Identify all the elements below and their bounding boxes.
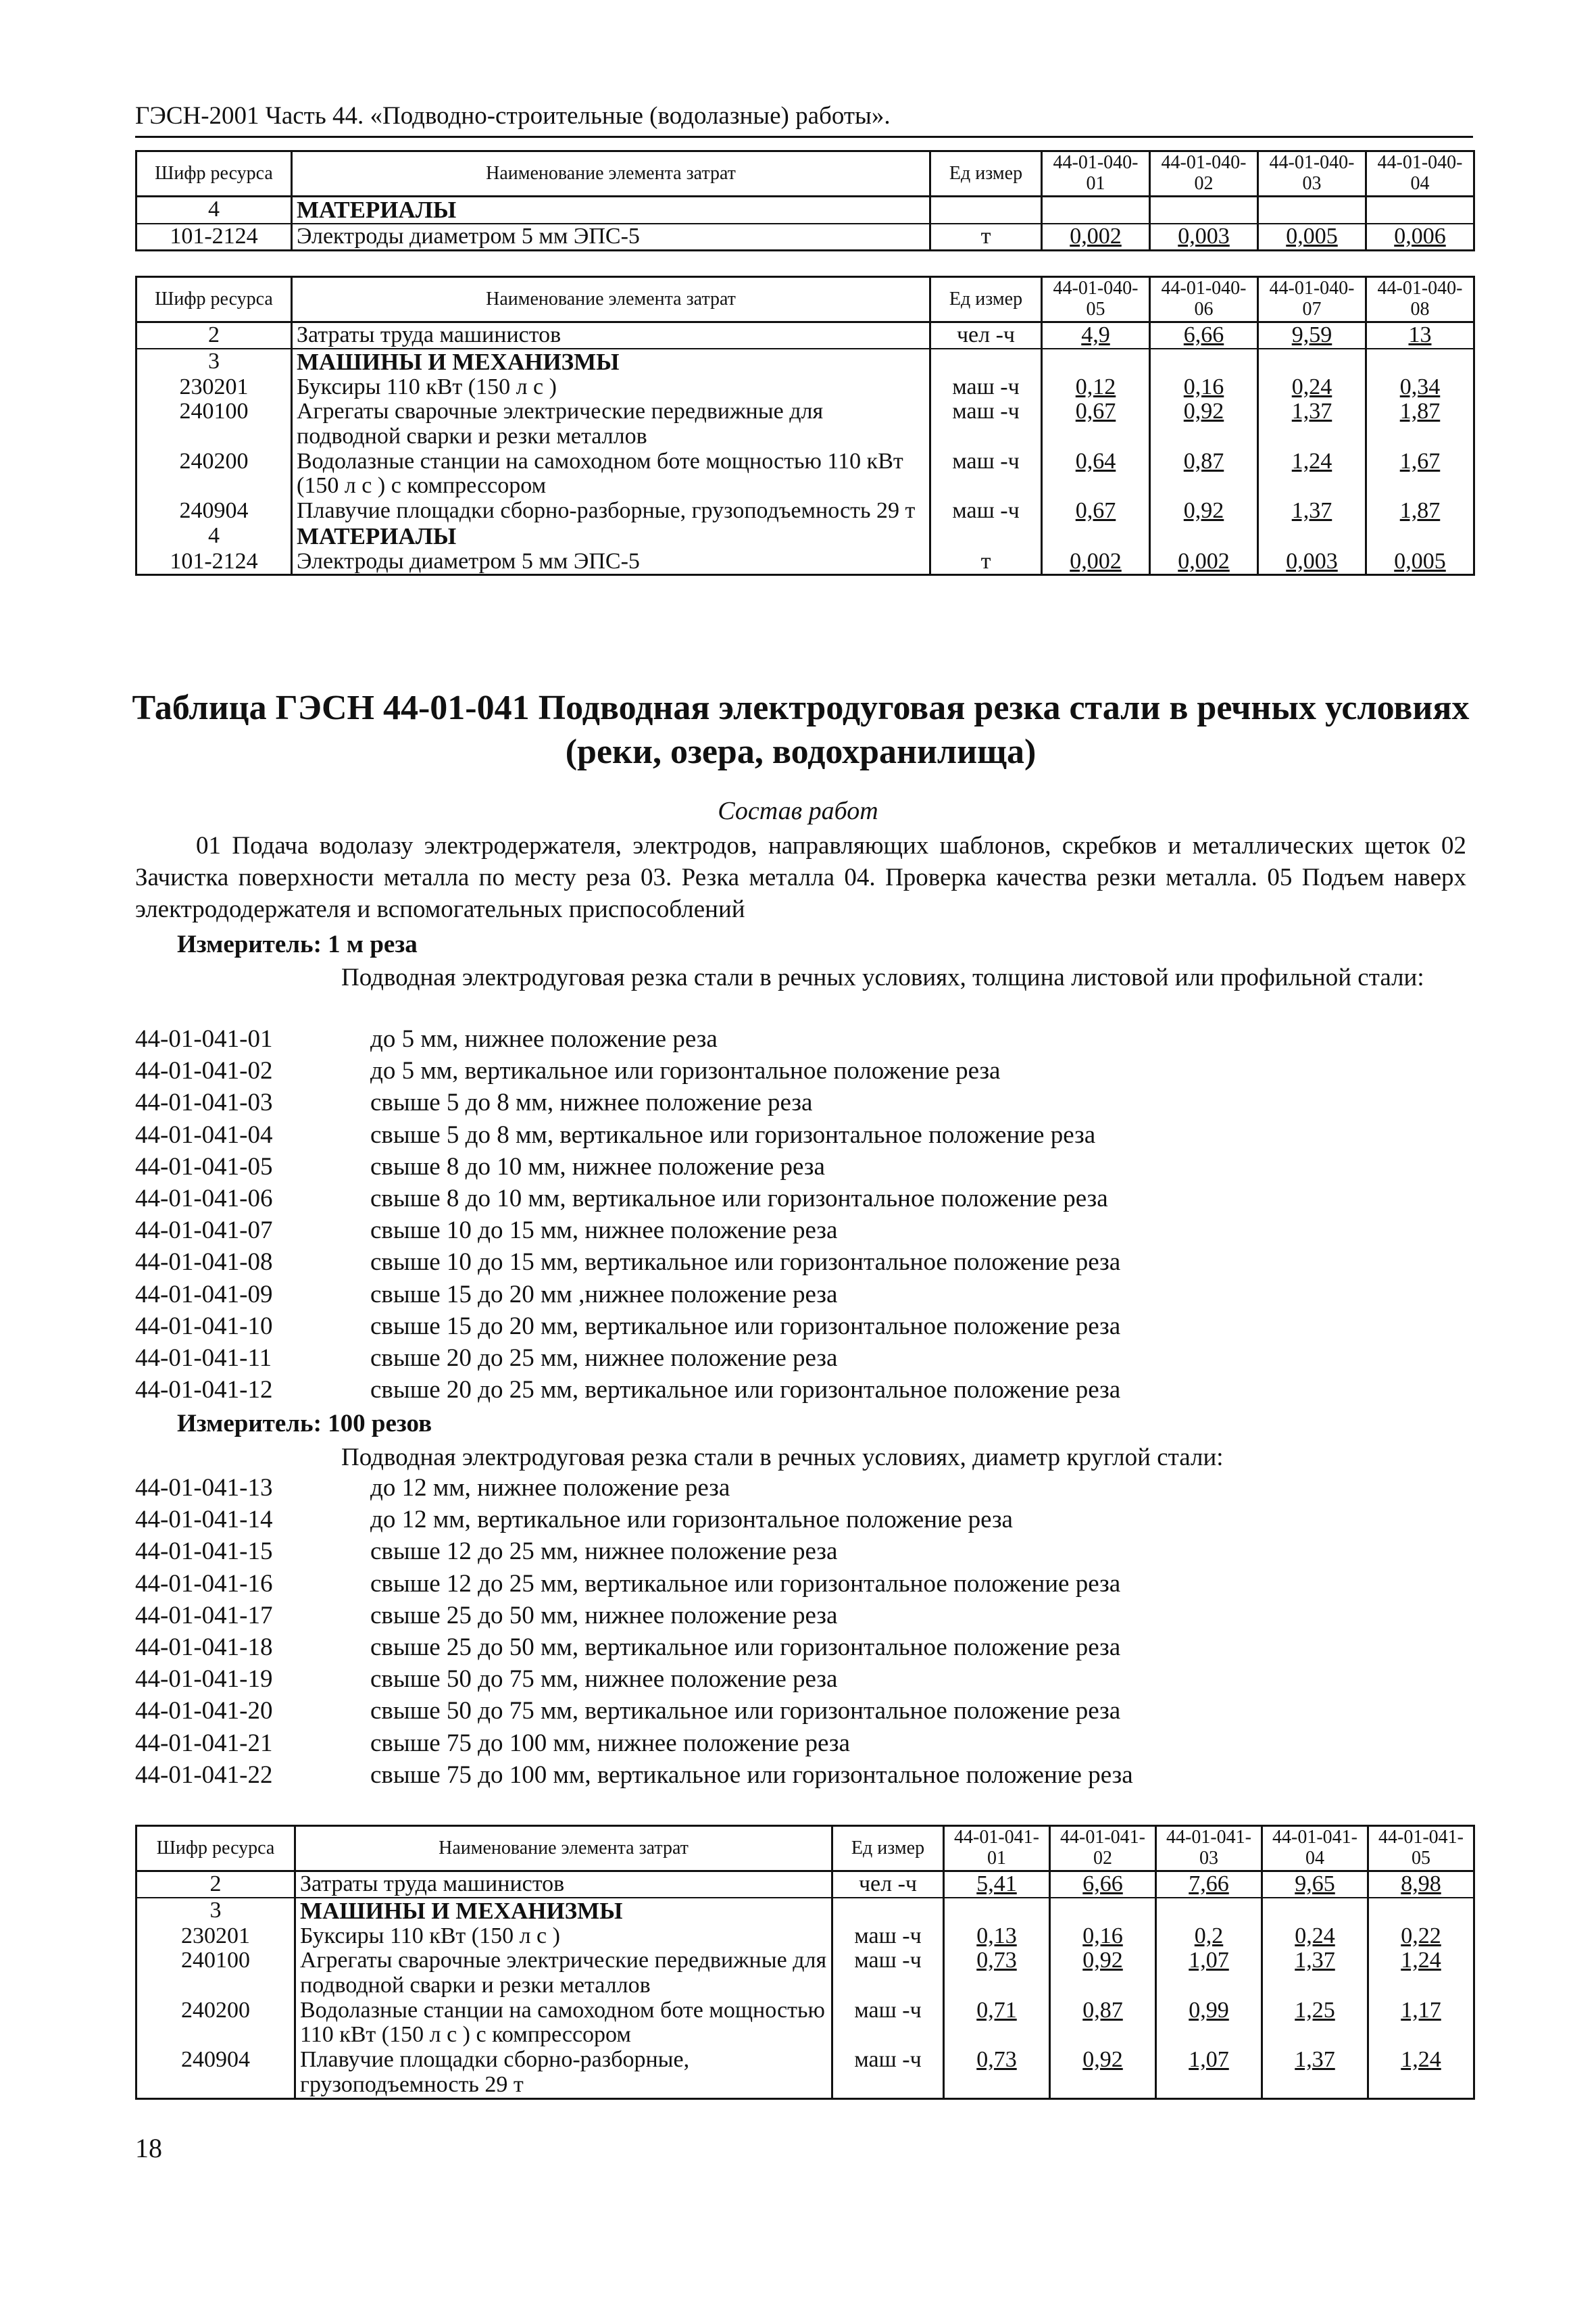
norm-value: 0,73 [944, 2048, 1050, 2098]
resource-code: 101-2124 [136, 224, 292, 250]
norm-value [1262, 1898, 1368, 1924]
norm-value: 5,41 [944, 1871, 1050, 1898]
resource-name: Затраты труда машинистов [295, 1871, 832, 1898]
item-description: свыше 15 до 20 мм ,нижнее положение реза [370, 1280, 838, 1308]
unit: маш -ч [930, 449, 1042, 499]
item-code: 44-01-041-19 [135, 1665, 273, 1694]
item-code: 44-01-041-17 [135, 1601, 273, 1629]
table-row [136, 375, 1474, 400]
col-header-code: Шифр ресурса [136, 1826, 295, 1871]
unit: т [930, 224, 1042, 250]
resource-code: 4 [136, 197, 292, 224]
norm-value: 6,66 [1050, 1871, 1156, 1898]
norm-value [944, 1898, 1050, 1924]
norm-value: 4,9 [1042, 322, 1150, 349]
norm-value: 1,25 [1262, 1998, 1368, 2048]
meter-1 [177, 930, 418, 959]
item-description: до 5 мм, вертикальное или горизонтальное положение реза [370, 1057, 1001, 1085]
unit: маш -ч [832, 1948, 944, 1998]
item-code: 44-01-041-10 [135, 1312, 273, 1340]
table-row [136, 449, 1474, 499]
resource-name: Водолазные станции на самоходном боте мощностью 110 кВт (150 л с ) с компрессором [295, 1998, 832, 2048]
item-description: свыше 8 до 10 мм, вертикальное или горизонтальное положение реза [370, 1185, 1108, 1212]
table-row [136, 1998, 1474, 2048]
item-description: свыше 10 до 15 мм, нижнее положение реза [370, 1216, 838, 1245]
item-code: 44-01-041-03 [135, 1089, 273, 1117]
item-code: 44-01-041-18 [135, 1633, 273, 1661]
resource-code: 230201 [136, 375, 292, 400]
norm-value: 0,99 [1156, 1998, 1262, 2048]
group1-intro: Подводная электродуговая резка стали в речных условиях, толщина листовой или профильной стали: [341, 964, 1424, 991]
table-row [136, 499, 1474, 524]
resource-name: Буксиры 110 кВт (150 л с ) [292, 375, 930, 400]
col-header-norm: 44-01-041-01 [944, 1826, 1050, 1871]
norm-value: 0,2 [1156, 1924, 1262, 1949]
item-description: свыше 5 до 8 мм, нижнее положение реза [370, 1089, 813, 1117]
norm-value: 9,59 [1258, 322, 1366, 349]
col-header-norm: 44-01-041-05 [1368, 1826, 1474, 1871]
col-header-norm: 44-01-040-02 [1150, 151, 1258, 197]
item-code: 44-01-041-08 [135, 1248, 273, 1277]
norm-value [1042, 197, 1150, 224]
norm-value: 1,24 [1368, 1948, 1474, 1998]
item-description: свыше 20 до 25 мм, нижнее положение реза [370, 1344, 838, 1372]
norm-value: 0,003 [1150, 224, 1258, 250]
meter-value: 100 резов [328, 1410, 432, 1437]
resource-name: Электроды диаметром 5 мм ЭПС-5 [292, 549, 930, 575]
item-description: свыше 75 до 100 мм, нижнее положение реза [370, 1729, 850, 1757]
norm-value: 0,64 [1042, 449, 1150, 499]
section-title: МАТЕРИАЛЫ [292, 197, 930, 224]
norm-value: 6,66 [1150, 322, 1258, 349]
meter-label: Измеритель: [177, 931, 322, 958]
norm-value: 0,002 [1150, 549, 1258, 575]
norm-value: 0,005 [1258, 224, 1366, 250]
col-header-unit: Ед измер [930, 151, 1042, 197]
unit [832, 1898, 944, 1924]
col-header-name: Наименование элемента затрат [292, 151, 930, 197]
unit: маш -ч [930, 375, 1042, 400]
col-header-norm: 44-01-041-02 [1050, 1826, 1156, 1871]
item-description: до 12 мм, нижнее положение реза [370, 1474, 730, 1502]
col-header-norm: 44-01-040-06 [1150, 277, 1258, 322]
item-description: свыше 5 до 8 мм, вертикальное или горизонтальное положение реза [370, 1121, 1096, 1149]
item-code: 44-01-041-15 [135, 1537, 273, 1566]
section-title: МАШИНЫ И МЕХАНИЗМЫ [292, 349, 930, 375]
item-code: 44-01-041-05 [135, 1152, 273, 1181]
norm-value: 1,87 [1366, 499, 1474, 524]
norm-value [1042, 524, 1150, 549]
item-description: свыше 50 до 75 мм, вертикальное или горизонтальное положение реза [370, 1697, 1121, 1725]
norm-value: 1,24 [1258, 449, 1366, 499]
col-header-name: Наименование элемента затрат [295, 1826, 832, 1871]
resource-code: 230201 [136, 1924, 295, 1949]
resource-table-2 [135, 276, 1475, 576]
resource-code: 4 [136, 524, 292, 549]
section-row [136, 1898, 1474, 1924]
norm-value: 0,16 [1050, 1924, 1156, 1949]
norm-value [1050, 1898, 1156, 1924]
resource-code: 2 [136, 1871, 295, 1898]
resource-name: Агрегаты сварочные электрические передвижные для подводной сварки и резки металлов [295, 1948, 832, 1998]
item-description: свыше 50 до 75 мм, нижнее положение реза [370, 1665, 838, 1694]
norm-value: 1,67 [1366, 449, 1474, 499]
item-code: 44-01-041-04 [135, 1121, 273, 1149]
norm-value [1258, 197, 1366, 224]
item-code: 44-01-041-13 [135, 1474, 273, 1502]
unit: маш -ч [832, 2048, 944, 2098]
norm-value: 1,37 [1262, 2048, 1368, 2098]
item-description: свыше 15 до 20 мм, вертикальное или горизонтальное положение реза [370, 1312, 1121, 1340]
table-title: Таблица ГЭСН 44-01-041 Подводная электродуговая резка стали в речных условиях (реки, озера, водохранилища) [132, 689, 1470, 771]
col-header-norm: 44-01-040-03 [1258, 151, 1366, 197]
item-code: 44-01-041-16 [135, 1569, 273, 1598]
resource-name: Плавучие площадки сборно-разборные, грузоподъемность 29 т [295, 2048, 832, 2098]
col-header-norm: 44-01-040-01 [1042, 151, 1150, 197]
table-row [136, 1948, 1474, 1998]
norm-value: 0,87 [1150, 449, 1258, 499]
unit [930, 524, 1042, 549]
norm-value: 0,71 [944, 1998, 1050, 2048]
item-code: 44-01-041-20 [135, 1697, 273, 1725]
norm-value [1366, 197, 1474, 224]
item-description: до 5 мм, нижнее положение реза [370, 1025, 718, 1053]
norm-value: 0,67 [1042, 399, 1150, 449]
col-header-unit: Ед измер [930, 277, 1042, 322]
norm-value [1150, 524, 1258, 549]
norm-value: 0,73 [944, 1948, 1050, 1998]
norm-value: 1,87 [1366, 399, 1474, 449]
section-title: МАШИНЫ И МЕХАНИЗМЫ [295, 1898, 832, 1924]
norm-value: 1,17 [1368, 1998, 1474, 2048]
item-code: 44-01-041-11 [135, 1344, 272, 1372]
resource-table-1 [135, 150, 1475, 251]
meter-value: 1 м реза [328, 931, 418, 958]
item-description: свыше 12 до 25 мм, вертикальное или горизонтальное положение реза [370, 1569, 1121, 1598]
resource-name: Электроды диаметром 5 мм ЭПС-5 [292, 224, 930, 250]
resource-code: 101-2124 [136, 549, 292, 575]
norm-value: 1,37 [1262, 1948, 1368, 1998]
col-header-norm: 44-01-041-04 [1262, 1826, 1368, 1871]
norm-value: 0,006 [1366, 224, 1474, 250]
norm-value: 8,98 [1368, 1871, 1474, 1898]
col-header-norm: 44-01-040-07 [1258, 277, 1366, 322]
norm-value: 0,12 [1042, 375, 1150, 400]
norm-value: 0,92 [1150, 499, 1258, 524]
col-header-unit: Ед измер [832, 1826, 944, 1871]
resource-name: Затраты труда машинистов [292, 322, 930, 349]
section-row [136, 349, 1474, 375]
resource-code: 240100 [136, 399, 292, 449]
norm-value [1368, 1898, 1474, 1924]
resource-name: Буксиры 110 кВт (150 л с ) [295, 1924, 832, 1949]
norm-value: 7,66 [1156, 1871, 1262, 1898]
norm-value: 0,22 [1368, 1924, 1474, 1949]
group2-intro: Подводная электродуговая резка стали в речных условиях, диаметр круглой стали: [341, 1444, 1224, 1471]
resource-code: 240200 [136, 1998, 295, 2048]
table-row [136, 549, 1474, 575]
unit: т [930, 549, 1042, 575]
norm-value: 1,37 [1258, 399, 1366, 449]
meter-2 [177, 1409, 432, 1438]
norm-value [1258, 524, 1366, 549]
item-code: 44-01-041-14 [135, 1506, 273, 1534]
item-code: 44-01-041-07 [135, 1216, 273, 1245]
unit: маш -ч [930, 499, 1042, 524]
resource-name: Агрегаты сварочные электрические передвижные для подводной сварки и резки металлов [292, 399, 930, 449]
item-code: 44-01-041-21 [135, 1729, 273, 1757]
norm-value: 0,13 [944, 1924, 1050, 1949]
composition-text: 01 Подача водолазу электродержателя, электродов, направляющих шаблонов, скребков и металлических щеток 02 Зачистка поверхности металла по месту реза 03. Резка металла 04. Проверка качества резки металла. 05 Подъем наверх электрододержателя и вспомогательных приспособлений [135, 832, 1466, 923]
col-header-norm: 44-01-041-03 [1156, 1826, 1262, 1871]
section-row [136, 524, 1474, 549]
unit: чел -ч [930, 322, 1042, 349]
col-header-norm: 44-01-040-05 [1042, 277, 1150, 322]
composition-heading: Состав работ [718, 797, 878, 825]
item-description: свыше 8 до 10 мм, нижнее положение реза [370, 1152, 825, 1181]
unit [930, 349, 1042, 375]
norm-value: 0,92 [1050, 2048, 1156, 2098]
meter-label: Измеритель: [177, 1410, 322, 1437]
unit [930, 197, 1042, 224]
resource-table-3 [135, 1825, 1475, 2100]
item-description: свыше 25 до 50 мм, нижнее положение реза [370, 1601, 838, 1629]
item-code: 44-01-041-02 [135, 1057, 273, 1085]
page-header: ГЭСН-2001 Часть 44. «Подводно-строительные (водолазные) работы». [135, 101, 1473, 138]
page-number: 18 [135, 2133, 162, 2163]
table-row [136, 1871, 1474, 1898]
item-code: 44-01-041-09 [135, 1280, 273, 1308]
norm-value [1366, 524, 1474, 549]
table-header-row [136, 151, 1474, 197]
norm-value: 0,34 [1366, 375, 1474, 400]
item-description: свыше 20 до 25 мм, вертикальное или горизонтальное положение реза [370, 1376, 1121, 1404]
resource-code: 3 [136, 1898, 295, 1924]
norm-value: 0,87 [1050, 1998, 1156, 2048]
resource-code: 240904 [136, 499, 292, 524]
norm-value: 0,92 [1150, 399, 1258, 449]
unit: маш -ч [832, 1998, 944, 2048]
col-header-name: Наименование элемента затрат [292, 277, 930, 322]
table-header-row [136, 277, 1474, 322]
norm-value: 0,24 [1262, 1924, 1368, 1949]
table-header-row [136, 1826, 1474, 1871]
col-header-norm: 44-01-040-08 [1366, 277, 1474, 322]
norm-value [1042, 349, 1150, 375]
norm-value: 13 [1366, 322, 1474, 349]
norm-value [1150, 197, 1258, 224]
unit: чел -ч [832, 1871, 944, 1898]
resource-code: 3 [136, 349, 292, 375]
norm-value: 0,92 [1050, 1948, 1156, 1998]
table-row [136, 399, 1474, 449]
item-description: свыше 10 до 15 мм, вертикальное или горизонтальное положение реза [370, 1248, 1121, 1277]
col-header-code: Шифр ресурса [136, 151, 292, 197]
item-description: свыше 25 до 50 мм, вертикальное или горизонтальное положение реза [370, 1633, 1121, 1661]
resource-name: Водолазные станции на самоходном боте мощностью 110 кВт (150 л с ) с компрессором [292, 449, 930, 499]
unit: маш -ч [832, 1924, 944, 1949]
table-row [136, 224, 1474, 250]
norm-value: 0,005 [1366, 549, 1474, 575]
item-description: свыше 75 до 100 мм, вертикальное или горизонтальное положение реза [370, 1761, 1133, 1789]
norm-value: 1,37 [1258, 499, 1366, 524]
norm-value: 0,16 [1150, 375, 1258, 400]
norm-value: 0,67 [1042, 499, 1150, 524]
norm-value [1156, 1898, 1262, 1924]
unit: маш -ч [930, 399, 1042, 449]
norm-value: 1,07 [1156, 2048, 1262, 2098]
table-row [136, 2048, 1474, 2098]
section-row [136, 197, 1474, 224]
section-title: МАТЕРИАЛЫ [292, 524, 930, 549]
item-code: 44-01-041-12 [135, 1376, 273, 1404]
norm-value: 9,65 [1262, 1871, 1368, 1898]
norm-value: 0,24 [1258, 375, 1366, 400]
norm-value: 1,07 [1156, 1948, 1262, 1998]
norm-value: 1,24 [1368, 2048, 1474, 2098]
resource-code: 240200 [136, 449, 292, 499]
resource-name: Плавучие площадки сборно-разборные, грузоподъемность 29 т [292, 499, 930, 524]
resource-code: 240904 [136, 2048, 295, 2098]
item-description: до 12 мм, вертикальное или горизонтальное положение реза [370, 1506, 1013, 1534]
norm-value: 0,003 [1258, 549, 1366, 575]
item-code: 44-01-041-01 [135, 1025, 273, 1053]
item-description: свыше 12 до 25 мм, нижнее положение реза [370, 1537, 838, 1566]
item-code: 44-01-041-06 [135, 1185, 273, 1212]
norm-value [1366, 349, 1474, 375]
norm-value: 0,002 [1042, 549, 1150, 575]
norm-value: 0,002 [1042, 224, 1150, 250]
col-header-norm: 44-01-040-04 [1366, 151, 1474, 197]
resource-code: 240100 [136, 1948, 295, 1998]
item-code: 44-01-041-22 [135, 1761, 273, 1789]
col-header-code: Шифр ресурса [136, 277, 292, 322]
norm-value [1150, 349, 1258, 375]
table-row [136, 322, 1474, 349]
table-row [136, 1924, 1474, 1949]
resource-code: 2 [136, 322, 292, 349]
norm-value [1258, 349, 1366, 375]
